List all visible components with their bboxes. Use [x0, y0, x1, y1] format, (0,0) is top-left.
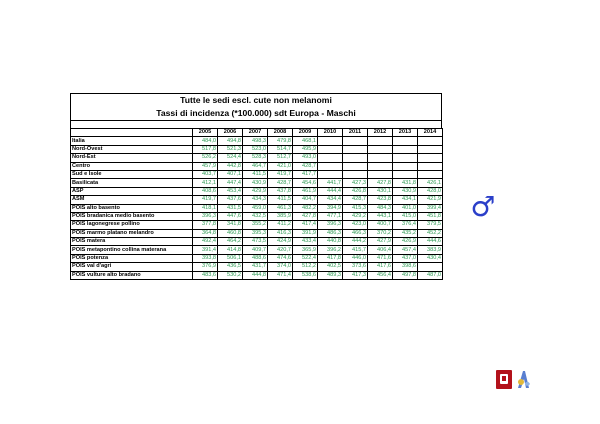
- value-cell: 487,0: [418, 271, 443, 279]
- value-cell: [343, 170, 368, 178]
- value-cell: [393, 170, 418, 178]
- value-cell: 431,5: [218, 204, 243, 212]
- value-cell: [318, 170, 343, 178]
- value-cell: 434,4: [318, 196, 343, 204]
- value-cell: 407,1: [218, 170, 243, 178]
- value-cell: 412,1: [193, 179, 218, 187]
- value-cell: 398,6: [393, 263, 418, 271]
- value-cell: 453,4: [218, 187, 243, 195]
- table-row: [71, 221, 443, 229]
- value-cell: 528,3: [243, 154, 268, 162]
- value-cell: 466,3: [343, 229, 368, 237]
- row-label: POIS potenza: [71, 254, 193, 262]
- value-cell: 471,6: [368, 254, 393, 262]
- value-cell: 442,8: [218, 162, 243, 170]
- value-cell: 512,2: [293, 263, 318, 271]
- table-row: [71, 187, 443, 195]
- table-header: [71, 129, 443, 137]
- value-cell: 423,0: [343, 221, 368, 229]
- value-cell: 411,5: [243, 170, 268, 178]
- value-cell: 364,8: [193, 229, 218, 237]
- value-cell: 461,3: [268, 204, 293, 212]
- value-cell: 488,6: [243, 254, 268, 262]
- year-header-2005: 2005: [193, 129, 218, 137]
- value-cell: 484,0: [193, 137, 218, 145]
- table-row: [71, 246, 443, 254]
- value-cell: 416,3: [268, 229, 293, 237]
- value-cell: 430,1: [368, 187, 393, 195]
- value-cell: 437,8: [268, 187, 293, 195]
- value-cell: 355,2: [243, 221, 268, 229]
- value-cell: [318, 145, 343, 153]
- value-cell: 396,2: [318, 246, 343, 254]
- header-row: [71, 129, 443, 137]
- value-cell: 444,8: [243, 271, 268, 279]
- year-header-2008: 2008: [268, 129, 293, 137]
- value-cell: 493,0: [293, 154, 318, 162]
- year-header-2012: 2012: [368, 129, 393, 137]
- value-cell: 427,8: [293, 212, 318, 220]
- value-cell: 523,0: [243, 145, 268, 153]
- spreadsheet: [70, 93, 442, 280]
- value-cell: 421,0: [268, 162, 293, 170]
- value-cell: 341,8: [218, 221, 243, 229]
- value-cell: 376,9: [193, 263, 218, 271]
- row-label: POIS marmo platano melandro: [71, 229, 193, 237]
- value-cell: 430,9: [393, 187, 418, 195]
- value-cell: 443,1: [368, 212, 393, 220]
- value-cell: 391,4: [193, 246, 218, 254]
- value-cell: 428,7: [343, 196, 368, 204]
- table-row: [71, 204, 443, 212]
- value-cell: [418, 170, 443, 178]
- value-cell: [418, 263, 443, 271]
- value-cell: [343, 145, 368, 153]
- value-cell: 383,9: [418, 246, 443, 254]
- value-cell: [343, 154, 368, 162]
- value-cell: [368, 145, 393, 153]
- value-cell: 411,5: [268, 196, 293, 204]
- value-cell: 401,0: [393, 204, 418, 212]
- value-cell: 471,4: [268, 271, 293, 279]
- row-label: ASP: [71, 187, 193, 195]
- table-row: [71, 229, 443, 237]
- year-header-2009: 2009: [293, 129, 318, 137]
- value-cell: 437,0: [393, 254, 418, 262]
- value-cell: [393, 162, 418, 170]
- value-cell: 457,9: [193, 162, 218, 170]
- value-cell: 435,2: [393, 229, 418, 237]
- value-cell: 428,7: [293, 162, 318, 170]
- value-cell: 473,5: [243, 238, 268, 246]
- value-cell: 417,8: [318, 254, 343, 262]
- value-cell: 415,3: [343, 204, 368, 212]
- table-row: [71, 162, 443, 170]
- value-cell: 402,5: [318, 263, 343, 271]
- value-cell: [393, 137, 418, 145]
- value-cell: 417,7: [293, 170, 318, 178]
- table-row: [71, 254, 443, 262]
- value-cell: 419,7: [268, 170, 293, 178]
- value-cell: 530,2: [218, 271, 243, 279]
- value-cell: 428,0: [418, 187, 443, 195]
- value-cell: 393,8: [193, 254, 218, 262]
- table-body: [71, 137, 443, 280]
- value-cell: 498,3: [243, 137, 268, 145]
- value-cell: 497,8: [393, 271, 418, 279]
- value-cell: 417,4: [293, 221, 318, 229]
- year-header-2010: 2010: [318, 129, 343, 137]
- table-row: [71, 263, 443, 271]
- value-cell: 415,0: [393, 212, 418, 220]
- table-row: [71, 154, 443, 162]
- value-cell: 426,9: [393, 238, 418, 246]
- value-cell: [343, 162, 368, 170]
- value-cell: 479,8: [268, 137, 293, 145]
- year-header-2013: 2013: [393, 129, 418, 137]
- table-row: [71, 137, 443, 145]
- table-row: [71, 196, 443, 204]
- row-label: POIS alto basento: [71, 204, 193, 212]
- value-cell: 426,8: [343, 187, 368, 195]
- value-cell: [368, 154, 393, 162]
- value-cell: 506,1: [218, 254, 243, 262]
- value-cell: 432,5: [243, 212, 268, 220]
- value-cell: 417,6: [368, 263, 393, 271]
- value-cell: 444,4: [318, 187, 343, 195]
- value-cell: 464,7: [243, 162, 268, 170]
- row-label: POIS metapontino collina materana: [71, 246, 193, 254]
- value-cell: [368, 170, 393, 178]
- value-cell: 404,7: [293, 196, 318, 204]
- value-cell: 379,5: [418, 221, 443, 229]
- value-cell: [318, 154, 343, 162]
- value-cell: 396,3: [318, 221, 343, 229]
- value-cell: 495,9: [293, 145, 318, 153]
- value-cell: 431,8: [393, 179, 418, 187]
- header-label-cell: [71, 129, 193, 137]
- value-cell: 517,8: [193, 145, 218, 153]
- row-label: Basilicata: [71, 179, 193, 187]
- value-cell: 430,4: [418, 254, 443, 262]
- value-cell: 441,7: [318, 179, 343, 187]
- value-cell: 457,4: [393, 246, 418, 254]
- value-cell: 484,3: [368, 204, 393, 212]
- row-label: Sud e Isole: [71, 170, 193, 178]
- value-cell: 403,7: [193, 170, 218, 178]
- value-cell: 376,4: [393, 221, 418, 229]
- year-header-2011: 2011: [343, 129, 368, 137]
- value-cell: 394,9: [318, 204, 343, 212]
- row-label: POIS val d'agri: [71, 263, 193, 271]
- value-cell: 451,8: [418, 212, 443, 220]
- value-cell: 426,1: [418, 179, 443, 187]
- row-label: Nord-Ovest: [71, 145, 193, 153]
- value-cell: 427,3: [343, 179, 368, 187]
- value-cell: [418, 154, 443, 162]
- value-cell: 396,3: [193, 212, 218, 220]
- value-cell: 489,3: [318, 271, 343, 279]
- value-cell: [368, 137, 393, 145]
- value-cell: 399,4: [418, 204, 443, 212]
- value-cell: 446,0: [343, 254, 368, 262]
- value-cell: 409,7: [243, 246, 268, 254]
- value-cell: 430,9: [243, 179, 268, 187]
- value-cell: 418,1: [193, 204, 218, 212]
- value-cell: 492,4: [193, 238, 218, 246]
- value-cell: 395,3: [243, 229, 268, 237]
- table-title-block: [70, 93, 442, 128]
- table-row: [71, 212, 443, 220]
- row-label: POIS bradanica medio basento: [71, 212, 193, 220]
- value-cell: 440,8: [318, 238, 343, 246]
- value-cell: 474,6: [268, 254, 293, 262]
- value-cell: 365,9: [293, 246, 318, 254]
- regional-logo-icon: [496, 370, 512, 389]
- value-cell: 411,2: [268, 221, 293, 229]
- value-cell: 461,9: [293, 187, 318, 195]
- value-cell: 454,6: [293, 179, 318, 187]
- table-row: [71, 170, 443, 178]
- value-cell: [368, 162, 393, 170]
- row-label: Italia: [71, 137, 193, 145]
- value-cell: [418, 137, 443, 145]
- value-cell: 459,0: [243, 204, 268, 212]
- value-cell: [318, 137, 343, 145]
- value-cell: 468,1: [293, 137, 318, 145]
- value-cell: 447,4: [218, 179, 243, 187]
- value-cell: 431,7: [243, 263, 268, 271]
- value-cell: 460,8: [218, 229, 243, 237]
- table-row: [71, 179, 443, 187]
- value-cell: 494,8: [218, 137, 243, 145]
- value-cell: 374,0: [268, 263, 293, 271]
- value-cell: 377,8: [193, 221, 218, 229]
- row-label: POIS matera: [71, 238, 193, 246]
- value-cell: 370,2: [368, 229, 393, 237]
- value-cell: 452,2: [418, 229, 443, 237]
- value-cell: [318, 162, 343, 170]
- year-header-2006: 2006: [218, 129, 243, 137]
- value-cell: 514,7: [268, 145, 293, 153]
- table-row: [71, 238, 443, 246]
- value-cell: 522,4: [293, 254, 318, 262]
- row-label: Centro: [71, 162, 193, 170]
- value-cell: 464,2: [218, 238, 243, 246]
- value-cell: 477,1: [318, 212, 343, 220]
- value-cell: 521,3: [218, 145, 243, 153]
- value-cell: 434,1: [393, 196, 418, 204]
- value-cell: 414,8: [218, 246, 243, 254]
- row-label: ASM: [71, 196, 193, 204]
- table-row: [71, 145, 443, 153]
- male-symbol-icon: ♂: [470, 190, 496, 223]
- value-cell: 415,7: [343, 246, 368, 254]
- table-title: Tutte le sedi escl. cute non melanomi: [180, 95, 332, 105]
- value-cell: 373,6: [343, 263, 368, 271]
- value-cell: 444,6: [418, 238, 443, 246]
- value-cell: 444,2: [343, 238, 368, 246]
- table-subtitle: Tassi di incidenza (*100.000) sdt Europa - Maschi: [156, 108, 356, 118]
- value-cell: [393, 145, 418, 153]
- value-cell: 538,6: [293, 271, 318, 279]
- value-cell: 427,9: [368, 238, 393, 246]
- value-cell: 420,7: [268, 246, 293, 254]
- value-cell: 433,4: [293, 238, 318, 246]
- value-cell: 456,4: [368, 271, 393, 279]
- row-label: Nord-Est: [71, 154, 193, 162]
- year-header-2014: 2014: [418, 129, 443, 137]
- value-cell: 419,7: [193, 196, 218, 204]
- value-cell: 417,3: [343, 271, 368, 279]
- value-cell: 385,9: [268, 212, 293, 220]
- value-cell: 524,4: [218, 154, 243, 162]
- value-cell: 424,9: [268, 238, 293, 246]
- value-cell: 406,4: [368, 246, 393, 254]
- row-label: POIS vulture alto bradano: [71, 271, 193, 279]
- value-cell: 486,3: [318, 229, 343, 237]
- value-cell: 423,8: [368, 196, 393, 204]
- value-cell: [418, 145, 443, 153]
- agency-logo-icon: [515, 368, 532, 390]
- value-cell: 428,7: [268, 179, 293, 187]
- value-cell: 434,3: [243, 196, 268, 204]
- value-cell: 429,2: [343, 212, 368, 220]
- value-cell: 408,6: [193, 187, 218, 195]
- value-cell: [418, 162, 443, 170]
- value-cell: 482,2: [293, 204, 318, 212]
- incidence-table: [70, 128, 443, 280]
- value-cell: 526,2: [193, 154, 218, 162]
- value-cell: 429,9: [243, 187, 268, 195]
- spacer-row: [71, 120, 441, 128]
- value-cell: 512,7: [268, 154, 293, 162]
- value-cell: 400,7: [368, 221, 393, 229]
- year-header-2007: 2007: [243, 129, 268, 137]
- value-cell: 421,9: [418, 196, 443, 204]
- value-cell: 437,6: [218, 196, 243, 204]
- table-row: [71, 271, 443, 279]
- value-cell: 427,8: [368, 179, 393, 187]
- value-cell: 483,6: [193, 271, 218, 279]
- value-cell: 447,6: [218, 212, 243, 220]
- row-label: POIS lagonegrese pollino: [71, 221, 193, 229]
- value-cell: [393, 154, 418, 162]
- value-cell: [343, 137, 368, 145]
- value-cell: 436,5: [218, 263, 243, 271]
- value-cell: 391,9: [293, 229, 318, 237]
